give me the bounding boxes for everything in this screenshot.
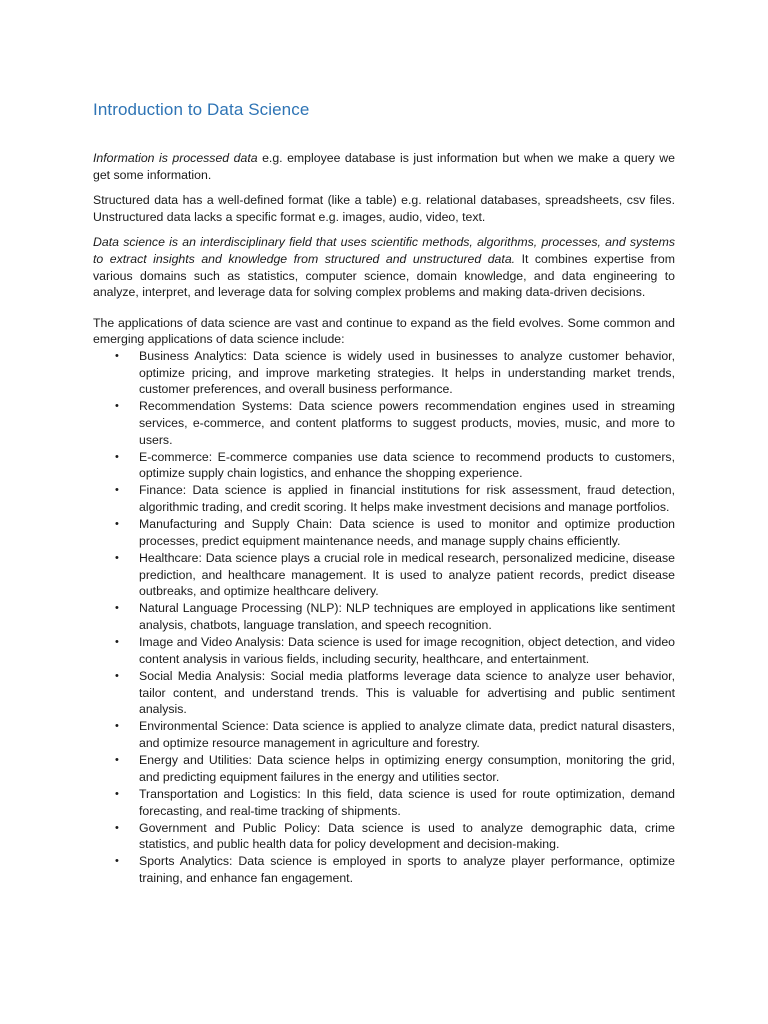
list-item-text: Government and Public Policy: Data science is used to analyze demographic data, crime statistics, and public health data for policy development and decision-making. (139, 820, 675, 852)
list-item-text: Healthcare: Data science plays a crucial role in medical research, personalized medicine, disease prediction, and healthcare management. It is used to analyze patient records, predict disease outbreaks, and optimize healthcare delivery. (139, 551, 675, 599)
paragraph-definition-italic: Data science is an interdisciplinary field that uses scientific methods, algorithms, processes, and systems to extract insights and knowledge from structured and unstructured data. (93, 235, 675, 266)
list-item-text: Finance: Data science is applied in financial institutions for risk assessment, fraud detection, algorithmic trading, and credit scoring. It helps make investment decisions and manage portfolios. (139, 483, 675, 515)
paragraph-applications-intro: The applications of data science are vast and continue to expand as the field evolves. Some common and emerging applications of data science include: (93, 315, 675, 347)
bullet-icon: • (115, 518, 119, 531)
list-item-text: Business Analytics: Data science is widely used in businesses to analyze customer behavior, optimize pricing, and improve marketing strategies. It helps in understanding market trends, customer preferences, and overall business performance. (139, 348, 675, 397)
bullet-icon: • (115, 450, 119, 463)
list-item (115, 752, 675, 785)
bullet-icon: • (115, 552, 119, 565)
bullet-icon: • (115, 669, 119, 682)
bullet-icon: • (115, 602, 119, 615)
list-item (115, 449, 675, 482)
list-item-text: E-commerce: E-commerce companies use data science to recommend products to customers, optimize supply chain logistics, and enhance the shopping experience. (139, 449, 675, 481)
bullet-icon: • (115, 636, 119, 649)
list-item-text: Recommendation Systems: Data science powers recommendation engines used in streaming services, e-commerce, and content platforms to suggest products, movies, music, and more to users. (139, 399, 675, 447)
list-item-text: Manufacturing and Supply Chain: Data science is used to monitor and optimize production processes, predict equipment maintenance needs, and manage supply chains efficiently. (139, 517, 675, 548)
paragraph-definition-rest: It combines expertise from various domains such as statistics, computer science, domain knowledge, and data engineering to analyze, interpret, and leverage data for solving complex problems and making data-driven decisions. (93, 251, 675, 300)
list-item-text: Natural Language Processing (NLP): NLP techniques are employed in applications like sentiment analysis, chatbots, language translation, and speech recognition. (139, 601, 675, 632)
list-item-text: Sports Analytics: Data science is employed in sports to analyze player performance, optimize training, and enhance fan engagement. (139, 854, 675, 886)
bullet-icon: • (115, 787, 119, 800)
bullet-icon: • (115, 754, 119, 767)
list-item (115, 634, 675, 667)
document-page (93, 100, 675, 887)
list-item-text: Energy and Utilities: Data science helps in optimizing energy consumption, monitoring the grid, and predicting equipment failures in the energy and utilities sector. (139, 753, 675, 784)
bullet-icon: • (115, 720, 119, 733)
list-item-text: Social Media Analysis: Social media platforms leverage data science to analyze user behavior, tailor content, and understand trends. This is valuable for advertising and public sentiment analysis. (139, 668, 675, 717)
list-item (115, 820, 675, 853)
paragraph-information-italic: Information is processed data (93, 151, 258, 165)
paragraph-structured-data: Structured data has a well-defined format (like a table) e.g. relational databases, spreadsheets, csv files. Unstructured data lacks a specific format e.g. images, audio, video, text. (93, 193, 675, 224)
bullet-icon: • (115, 484, 119, 497)
list-item (115, 348, 675, 398)
bullet-icon: • (115, 349, 119, 362)
list-item (115, 718, 675, 751)
list-item (115, 600, 675, 633)
list-item (115, 516, 675, 549)
page-title: Introduction to Data Science (93, 100, 310, 119)
list-item-text: Image and Video Analysis: Data science is used for image recognition, object detection, and video content analysis in various fields, including security, healthcare, and entertainment. (139, 635, 675, 666)
list-item (115, 786, 675, 819)
list-item (115, 398, 675, 448)
list-item (115, 482, 675, 515)
paragraph-information (93, 150, 675, 183)
bullet-icon: • (115, 855, 119, 868)
list-item (115, 668, 675, 718)
list-item (115, 550, 675, 600)
bullet-icon: • (115, 821, 119, 834)
list-item-text: Environmental Science: Data science is applied to analyze climate data, predict natural disasters, and optimize resource management in agriculture and forestry. (139, 719, 675, 750)
applications-list (93, 348, 675, 887)
list-item-text: Transportation and Logistics: In this field, data science is used for route optimization, demand forecasting, and real-time tracking of shipments. (139, 786, 675, 818)
paragraph-data-science-definition (93, 234, 675, 300)
bullet-icon: • (115, 400, 119, 413)
list-item (115, 853, 675, 886)
paragraph-information-rest: e.g. employee database is just information but when we make a query we get some information. (93, 151, 675, 182)
